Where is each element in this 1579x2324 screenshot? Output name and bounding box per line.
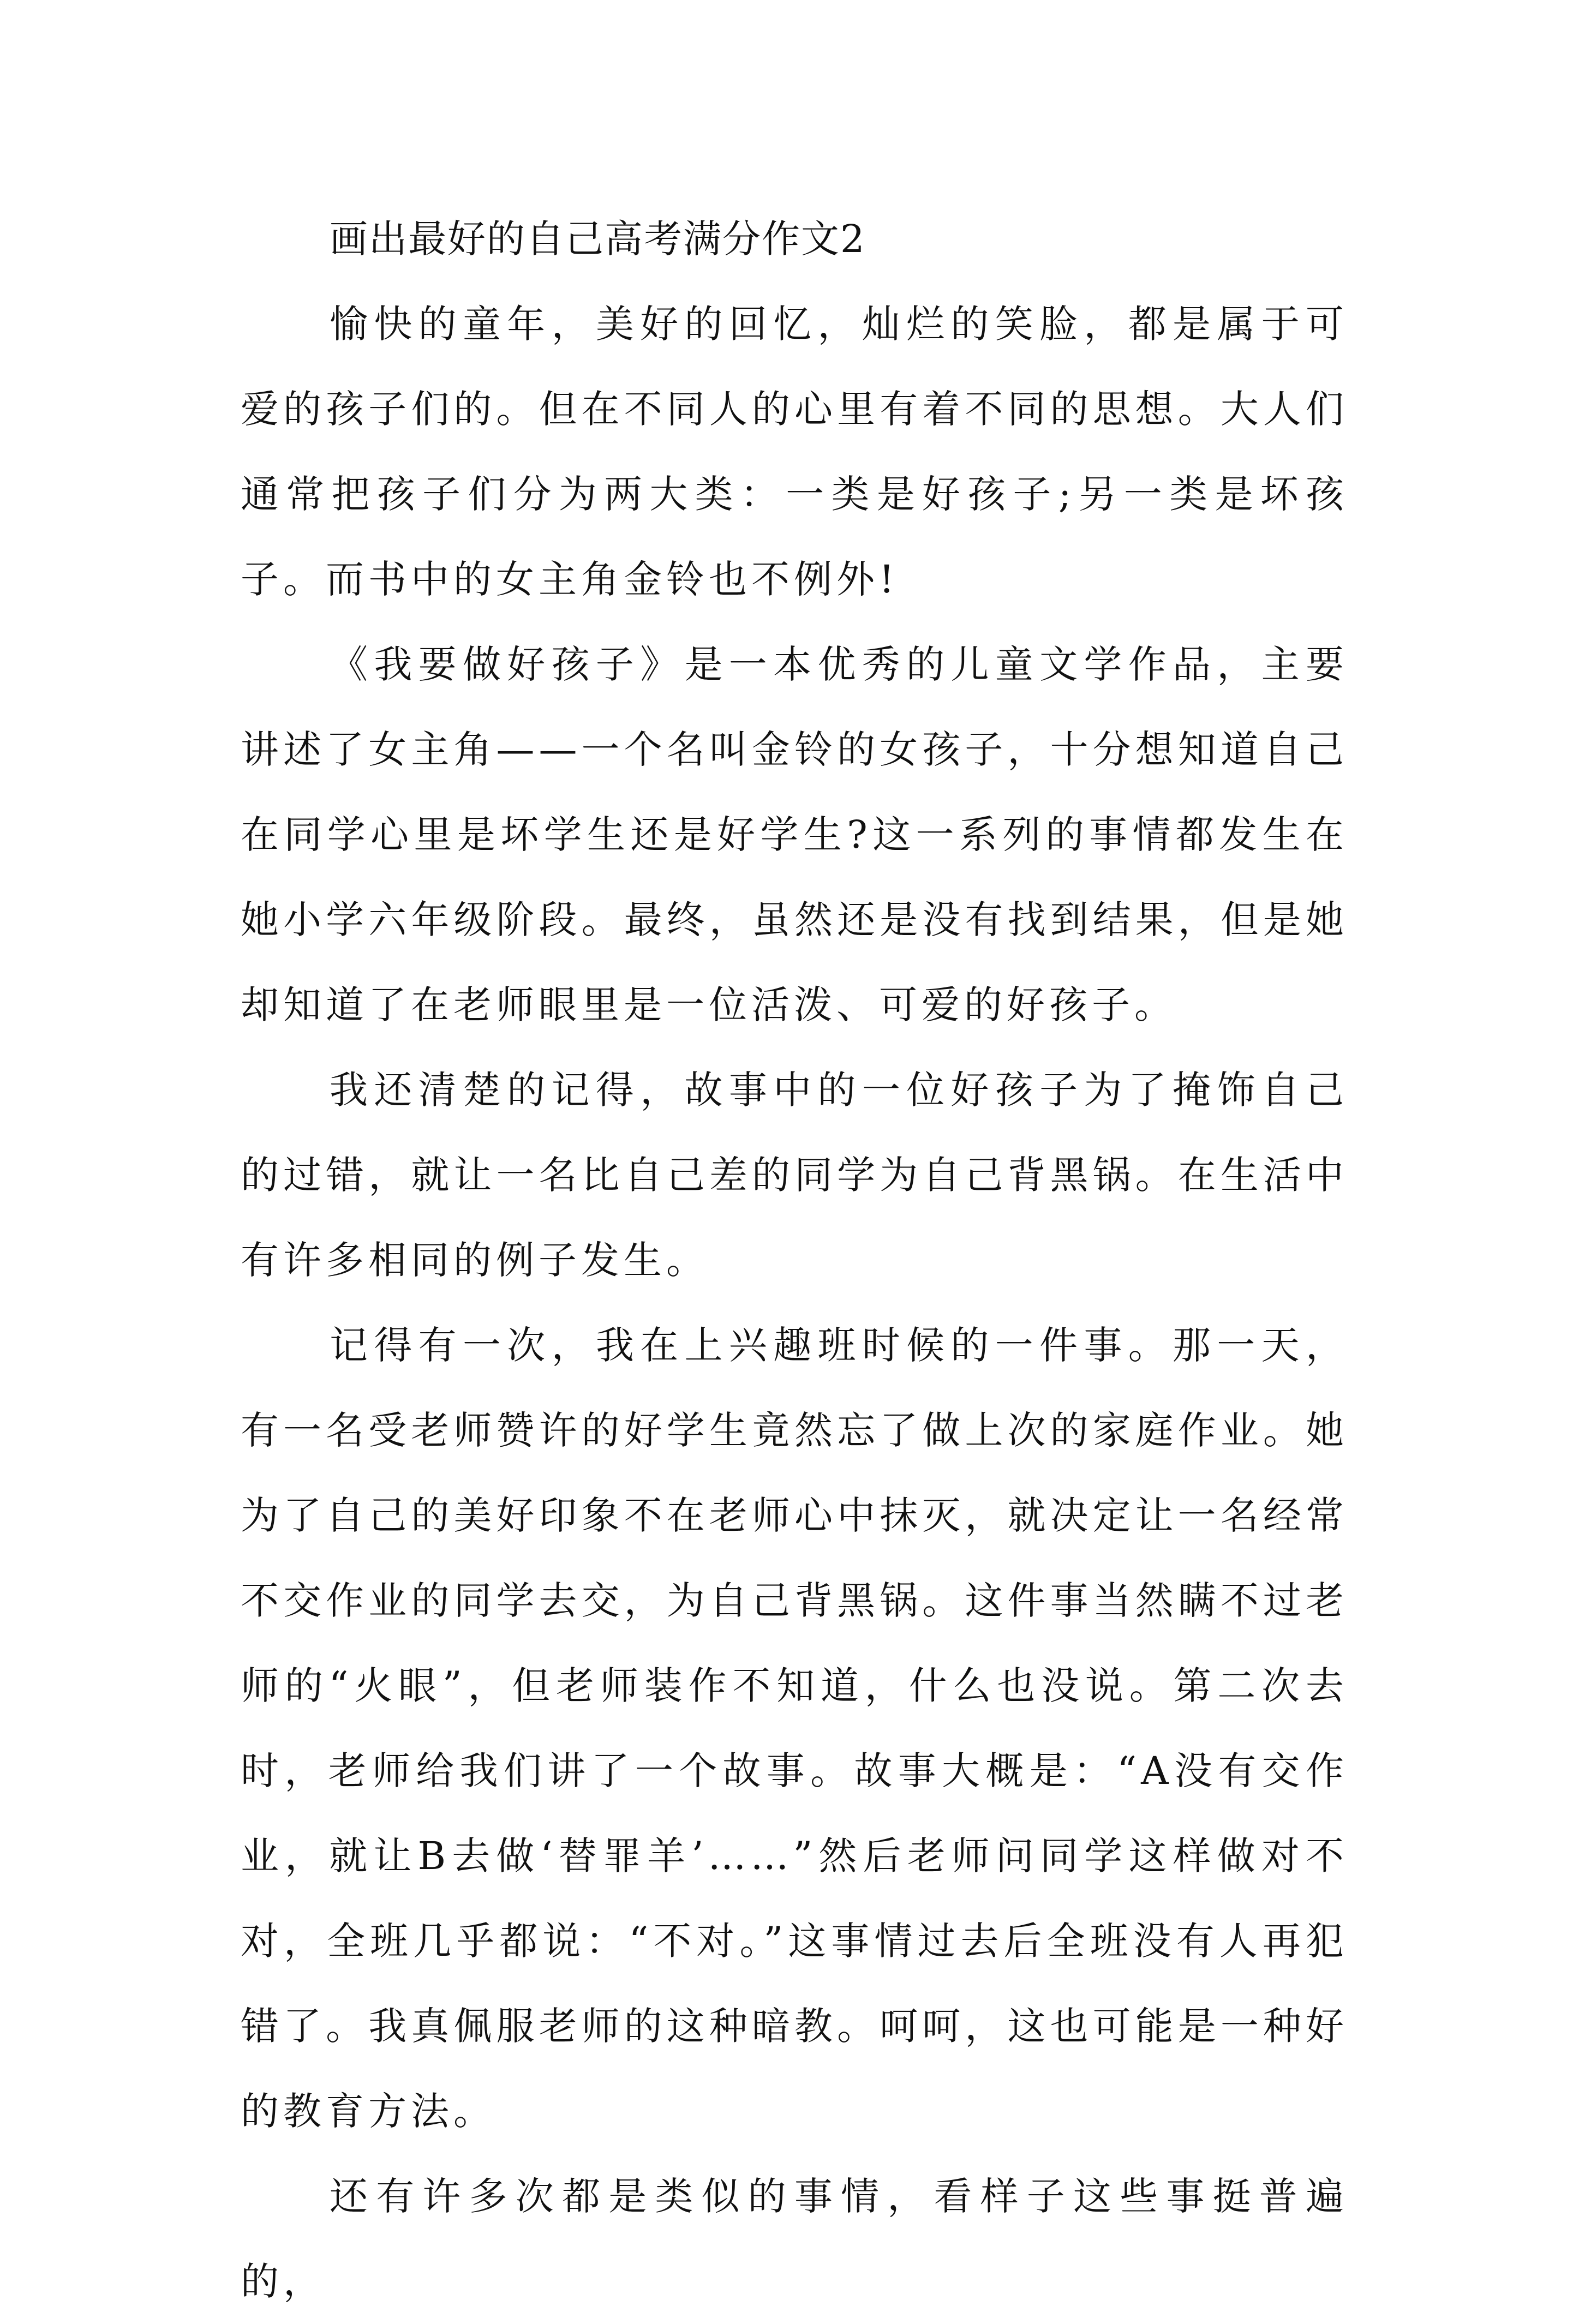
paragraph-1: 愉快的童年，美好的回忆，灿烂的笑脸，都是属于可爱的孩子们的。但在不同人的心里有着不同的思想。大人们通常把孩子们分为两大类：一类是好孩子;另一类是坏孩子。而书中的女主角金铃也不例外! <box>241 302 1348 602</box>
article-body <box>241 196 1348 2324</box>
paragraph-2: 《我要做好孩子》是一本优秀的儿童文学作品，主要讲述了女主角——一个名叫金铃的女孩子，十分想知道自己在同学心里是坏学生还是好学生?这一系列的事情都发生在她小学六年级阶段。最终，虽然还是没有找到结果，但是她却知道了在老师眼里是一位活泼、可爱的好孩子。 <box>241 642 1348 1027</box>
paragraph-5: 还有许多次都是类似的事情，看样子这些事挺普遍的， <box>241 2174 1348 2304</box>
paragraph-4: 记得有一次，我在上兴趣班时候的一件事。那一天，有一名受老师赞许的好学生竟然忘了做上次的家庭作业。她为了自己的美好印象不在老师心中抹灭，就决定让一名经常不交作业的同学去交，为自己背黑锅。这件事当然瞒不过老师的“火眼”，但老师装作不知道，什么也没说。第二次去时，老师给我们讲了一个故事。故事大概是：“A没有交作业，就让B去做‘替罪羊’……”然后老师问同学这样做对不对，全班几乎都说：“不对。”这事情过去后全班没有人再犯错了。我真佩服老师的这种暗教。呵呵，这也可能是一种好的教育方法。 <box>241 1323 1348 2134</box>
article-title: 画出最好的自己高考满分作文2 <box>330 217 866 261</box>
paragraph-3: 我还清楚的记得，故事中的一位好孩子为了掩饰自己的过错，就让一名比自己差的同学为自己背黑锅。在生活中有许多相同的例子发生。 <box>241 1068 1348 1283</box>
